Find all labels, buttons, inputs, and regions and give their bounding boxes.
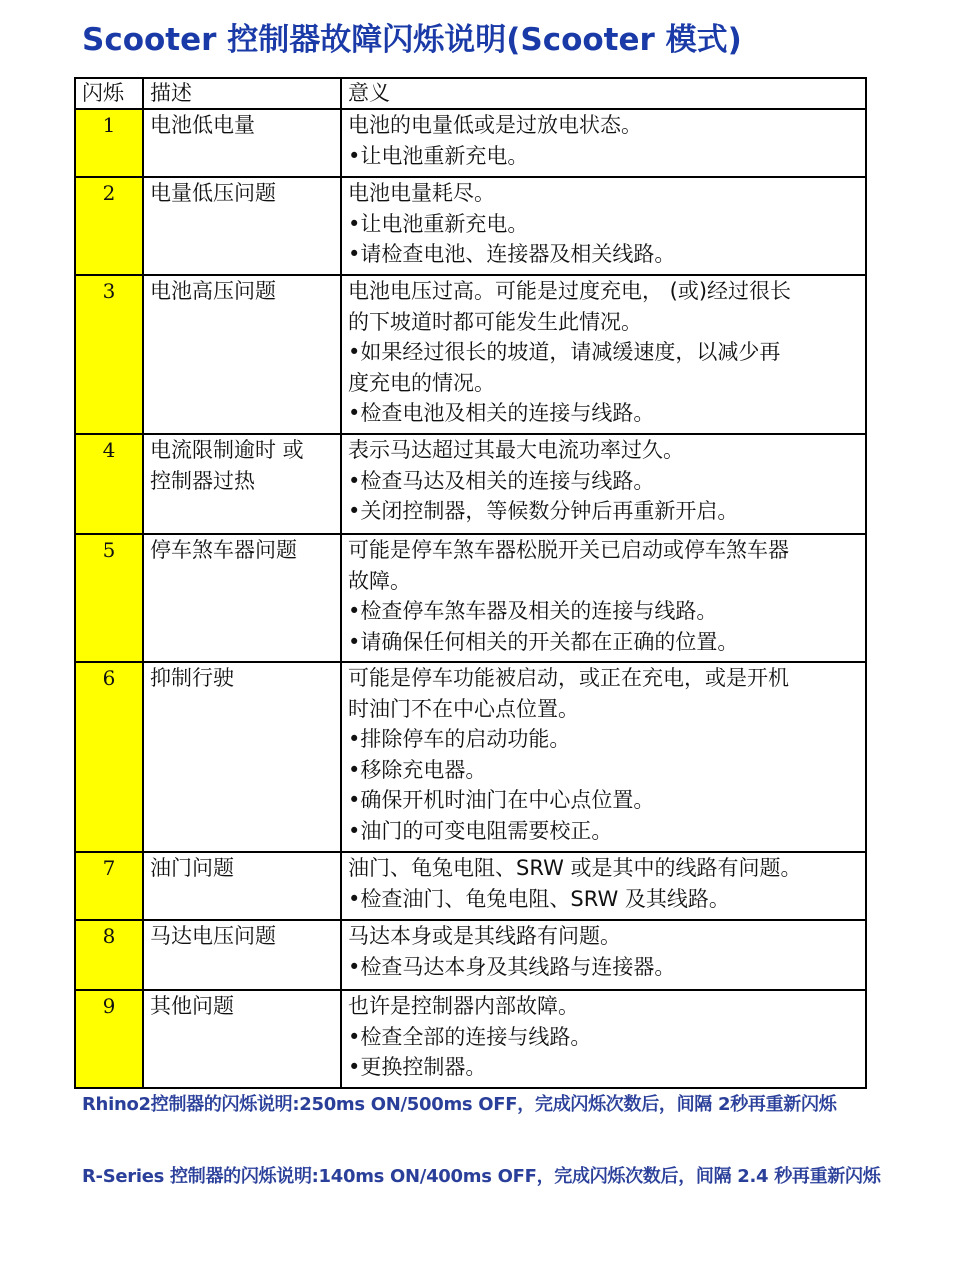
fault-description (143, 534, 341, 662)
fault-description (143, 990, 341, 1088)
meaning-line: 油门、龟兔电阻、SRW 或是其中的线路有问题。 (348, 856, 802, 880)
fault-meaning (341, 852, 866, 920)
description-line: 电量低压问题 (150, 181, 276, 205)
footnote-r-series: R-Series 控制器的闪烁说明:140ms ON/400ms OFF，完成闪烁次数后，间隔 2.4 秒再重新闪烁 (82, 1166, 881, 1187)
meaning-line: •检查油门、龟兔电阻、SRW 及其线路。 (348, 886, 730, 911)
meaning-line: •检查停车煞车器及相关的连接与线路。 (348, 599, 718, 623)
meaning-line: •检查全部的连接与线路。 (348, 1024, 592, 1049)
blink-count: 7 (75, 852, 143, 920)
description-line: 控制器过热 (150, 468, 255, 493)
meaning-line: •如果经过很长的坡道，请减缓速度，以减少再 (348, 340, 781, 364)
meaning-line: •请检查电池、连接器及相关线路。 (348, 242, 676, 266)
fault-meaning (341, 662, 866, 852)
table-row (75, 434, 866, 534)
blink-count: 3 (75, 275, 143, 434)
meaning-line: 度充电的情况。 (348, 370, 495, 395)
header-meaning: 意义 (341, 78, 866, 109)
table-row (75, 662, 866, 852)
table-row (75, 852, 866, 920)
blink-count: 2 (75, 177, 143, 275)
meaning-line: 可能是停车功能被启动，或正在充电，或是开机 (348, 666, 789, 690)
table-row (75, 920, 866, 990)
footnote-rhino2: Rhino2控制器的闪烁说明:250ms ON/500ms OFF，完成闪烁次数后，间隔 2秒再重新闪烁 (82, 1094, 837, 1115)
meaning-line: •让电池重新充电。 (348, 143, 529, 168)
meaning-line: •检查马达及相关的连接与线路。 (348, 468, 655, 493)
fault-description (143, 434, 341, 534)
fault-description (143, 852, 341, 920)
fault-meaning (341, 109, 866, 177)
blink-count: 5 (75, 534, 143, 662)
fault-code-table (74, 77, 867, 1089)
fault-meaning (341, 434, 866, 534)
meaning-line: 电池的电量低或是过放电状态。 (348, 113, 642, 137)
meaning-line: •油门的可变电阻需要校正。 (348, 818, 613, 843)
fault-description (143, 662, 341, 852)
description-line: 电流限制逾时 或 (150, 438, 304, 462)
description-line: 电池低电量 (150, 113, 255, 137)
meaning-line: •移除充电器。 (348, 757, 487, 782)
blink-count: 4 (75, 434, 143, 534)
blink-count: 6 (75, 662, 143, 852)
blink-count: 9 (75, 990, 143, 1088)
meaning-line: 电池电量耗尽。 (348, 181, 495, 205)
table-row (75, 177, 866, 275)
fault-meaning (341, 534, 866, 662)
fault-meaning (341, 920, 866, 990)
page-title: Scooter 控制器故障闪烁说明(Scooter 模式) (82, 22, 742, 58)
meaning-line: 的下坡道时都可能发生此情况。 (348, 309, 642, 334)
table-header-row (75, 78, 866, 109)
header-blink: 闪烁 (75, 78, 143, 109)
description-line: 其他问题 (150, 994, 234, 1018)
meaning-line: •更换控制器。 (348, 1055, 487, 1079)
description-line: 油门问题 (150, 856, 234, 880)
meaning-line: •让电池重新充电。 (348, 211, 529, 236)
table-row (75, 990, 866, 1088)
meaning-line: 表示马达超过其最大电流功率过久。 (348, 438, 684, 462)
meaning-line: 时油门不在中心点位置。 (348, 696, 579, 721)
meaning-line: 可能是停车煞车器松脱开关已启动或停车煞车器 (348, 538, 789, 562)
meaning-line: •检查马达本身及其线路与连接器。 (348, 954, 676, 979)
fault-description (143, 920, 341, 990)
description-line: 电池高压问题 (150, 279, 276, 303)
table-row (75, 275, 866, 434)
meaning-line: •检查电池及相关的连接与线路。 (348, 401, 655, 425)
description-line: 抑制行驶 (150, 666, 234, 690)
meaning-line: •确保开机时油门在中心点位置。 (348, 788, 655, 812)
meaning-line: 电池电压过高。可能是过度充电， (或)经过很长 (348, 279, 792, 303)
meaning-line: 故障。 (348, 568, 411, 593)
table-row (75, 109, 866, 177)
fault-description (143, 109, 341, 177)
fault-description (143, 275, 341, 434)
meaning-line: •关闭控制器，等候数分钟后再重新开启。 (348, 499, 739, 523)
meaning-line: •排除停车的启动功能。 (348, 727, 571, 751)
fault-meaning (341, 990, 866, 1088)
fault-meaning (341, 275, 866, 434)
blink-count: 8 (75, 920, 143, 990)
header-description: 描述 (143, 78, 341, 109)
fault-description (143, 177, 341, 275)
blink-count: 1 (75, 109, 143, 177)
table-row (75, 534, 866, 662)
fault-meaning (341, 177, 866, 275)
meaning-line: 马达本身或是其线路有问题。 (348, 924, 621, 948)
meaning-line: 也许是控制器内部故障。 (348, 994, 579, 1018)
meaning-line: •请确保任何相关的开关都在正确的位置。 (348, 629, 739, 654)
description-line: 马达电压问题 (150, 924, 276, 948)
description-line: 停车煞车器问题 (150, 538, 297, 562)
